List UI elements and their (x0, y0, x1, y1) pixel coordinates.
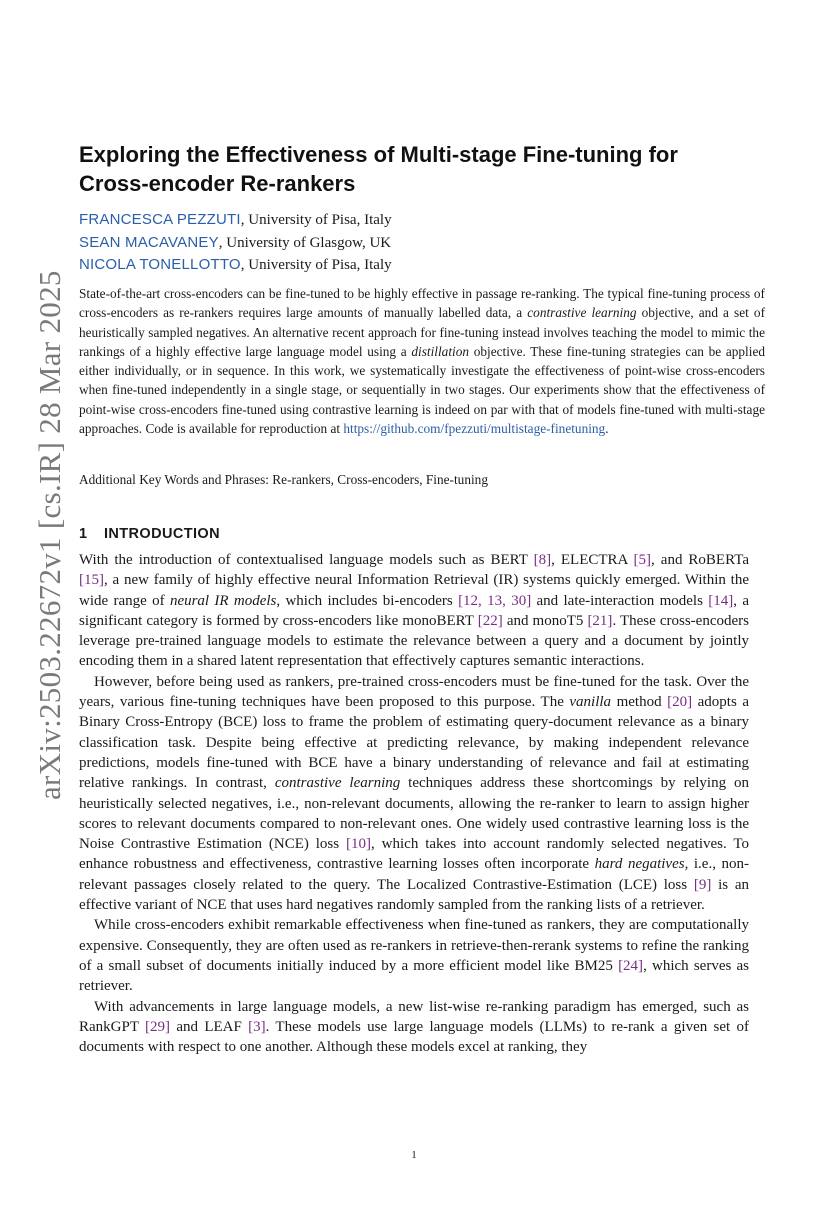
paragraph-text: , which includes bi-encoders (276, 592, 459, 609)
section-number: 1 (79, 526, 88, 542)
paper-title-line-2: Cross-encoder Re-rankers (79, 171, 356, 196)
paragraph-text: While cross-encoders exhibit remarkable effectiveness when fine-tuned as rankers, they are computationally expensive. Consequently, they are often used as re-rankers in retrieve-then-rerank systems to refine the ranking of a small subset of documents initially induced by a more efficient model like BM25 (79, 917, 749, 974)
author-affiliation: , University of Glasgow, UK (218, 234, 392, 251)
abstract-emphasis: contrastive learning (527, 305, 637, 321)
introduction-body (79, 550, 749, 1057)
citation-link[interactable]: [22] (477, 612, 503, 629)
citation-link[interactable]: [14] (708, 592, 734, 609)
citation-link[interactable]: [29] (145, 1018, 171, 1035)
abstract-emphasis: distillation (411, 343, 470, 359)
author-list (79, 209, 769, 277)
paragraph-text: However, before being used as rankers, pre-trained cross-encoders must be fine-tuned for the task. Over the years, various fine-tuning techniques have been proposed to this purpose. The (79, 673, 749, 711)
citation-link[interactable]: [3] (248, 1018, 266, 1035)
paper-title-line-1: Exploring the Effectiveness of Multi-stage Fine-tuning for (79, 142, 678, 167)
emphasized-term: hard negatives (594, 856, 685, 873)
paragraph-text: , ELECTRA (551, 552, 634, 568)
paragraph-text: . These models use large language models (LLMs) to re-rank a given set of documents with respect to one another. Although these models excel at ranking, they (79, 1018, 749, 1056)
code-repository-link[interactable]: https://github.com/fpezzuti/multistage-finetuning (343, 421, 606, 437)
paragraph-text: and LEAF (170, 1018, 249, 1035)
paragraph-text: , a new family of highly effective neural Information Retrieval (IR) systems quickly emerged. Within the wide range of (79, 572, 749, 609)
paragraph-text: , i.e., non-relevant passages closely related to the query. The Localized Contrastive-Estimation (LCE) loss (79, 856, 749, 893)
author-name: FRANCESCA PEZZUTI (79, 211, 241, 228)
paragraph-text: , which serves as retriever. (79, 957, 750, 995)
paragraph-text: techniques address these shortcomings by relying on heuristically selected negatives, i.e., non-relevant documents, allowing the re-ranker to learn to assign higher scores to relevant documents compared to non-relevant ones. One widely used contrastive learning loss is the Noise Contrastive Estimation (NCE) loss (79, 775, 750, 853)
paragraph-text: and monoT5 (502, 612, 588, 629)
author-entry (79, 254, 769, 277)
author-entry (79, 209, 769, 232)
arxiv-identifier-stamp: arXiv:2503.22672v1 [cs.IR] 28 Mar 2025 (32, 270, 67, 800)
body-paragraph (79, 550, 749, 672)
paragraph-text: . These cross-encoders leverage pre-trained language models to estimate the relevance between a query and a document by jointly encoding them in a shared latent representation that effectively captures semantic interactions. (79, 612, 749, 670)
section-title: INTRODUCTION (104, 526, 220, 542)
paragraph-text: With advancements in large language models, a new list-wise re-ranking paradigm has emerged, such as RankGPT (79, 998, 749, 1035)
author-entry (79, 232, 769, 255)
abstract-text: objective. These fine-tuning strategies can be applied either individually, or in sequence. In this work, we systematically investigate the effectiveness of point-wise cross-encoders when fine-tuned independently in a single stage, or sequentially in two stages. Our experiments show that the effectiveness of point-wise cross-encoders fine-tuned using contrastive learning is indeed on par with that of models fine-tuned with multi-stage approaches. Code is available for reproduction at (79, 343, 765, 437)
paragraph-text: is an effective variant of NCE that uses hard negatives randomly sampled from the ranking lists of a retriever. (79, 876, 749, 914)
citation-link[interactable]: [8] (533, 552, 552, 568)
citation-link[interactable]: [15] (79, 572, 104, 589)
citation-link[interactable]: [5] (633, 552, 652, 568)
author-name: NICOLA TONELLOTTO (79, 256, 241, 273)
citation-link[interactable]: [12, 13, 30] (458, 592, 532, 609)
citation-link[interactable]: [9] (693, 876, 712, 893)
paragraph-text: With the introduction of contextualised language models such as BERT (79, 552, 534, 568)
emphasized-term: neural IR models (169, 592, 277, 609)
body-paragraph (79, 915, 749, 996)
paragraph-text: , which takes into account randomly selected negatives. To enhance robustness and effectiveness, contrastive learning losses often incorporate (79, 836, 749, 873)
paragraph-text: , and RoBERTa (651, 552, 749, 568)
paper-title (79, 140, 769, 198)
citation-link[interactable]: [10] (346, 836, 372, 853)
paragraph-text: method (611, 694, 668, 711)
page-number: 1 (411, 1149, 417, 1161)
abstract-text: State-of-the-art cross-encoders can be fine-tuned to be highly effective in passage re-ranking. The typical fine-tuning process of cross-encoders as re-rankers requires large amounts of manually labelled data, a (79, 286, 765, 321)
abstract (79, 284, 765, 438)
paragraph-text: adopts a Binary Cross-Entropy (BCE) loss to frame the problem of estimating query-document relevance as a binary classification task. Despite being effective at predicting relevance, by making independent relevance predictions, models fine-tuned with BCE have a binary understanding of relevance and fail at estimating relative rankings. In contrast, (79, 694, 749, 792)
abstract-text: objective, and a set of heuristically sampled negatives. An alternative recent approach for fine-tuning instead involves teaching the model to mimic the rankings of a highly effective large language model using a (79, 305, 765, 359)
citation-link[interactable]: [21] (587, 612, 613, 629)
paragraph-text: , a significant category is formed by cross-encoders like monoBERT (79, 592, 749, 629)
citation-link[interactable]: [24] (618, 957, 644, 974)
emphasized-term: contrastive learning (274, 775, 401, 792)
body-paragraph (79, 997, 749, 1058)
author-name: SEAN MACAVANEY (79, 233, 219, 251)
keywords-line: Additional Key Words and Phrases: Re-rankers, Cross-encoders, Fine-tuning (79, 472, 488, 487)
emphasized-term: vanilla (569, 694, 612, 711)
abstract-text: . (605, 421, 609, 437)
author-affiliation: , University of Pisa, Italy (240, 212, 392, 228)
body-paragraph (79, 672, 749, 916)
paragraph-text: and late-interaction models (531, 592, 709, 609)
citation-link[interactable]: [20] (667, 694, 693, 711)
author-affiliation: , University of Pisa, Italy (240, 257, 392, 273)
section-heading (79, 526, 220, 542)
